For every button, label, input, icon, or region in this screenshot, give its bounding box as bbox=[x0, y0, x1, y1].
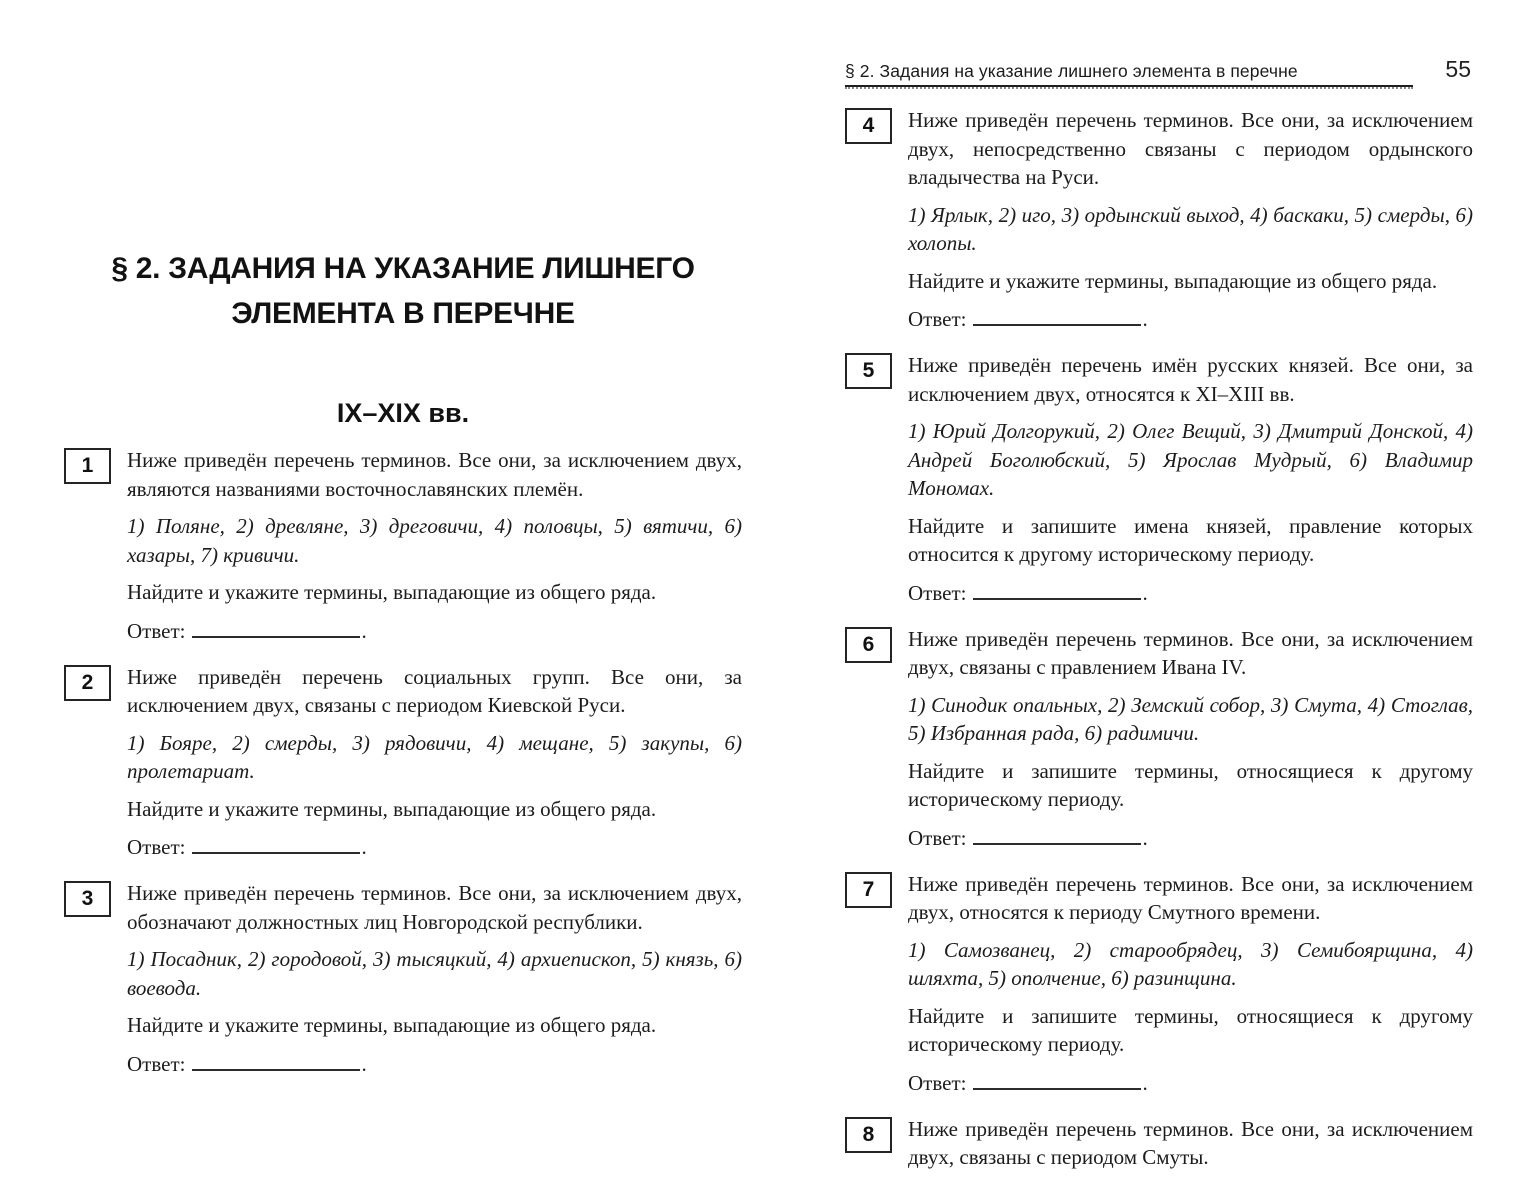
answer-label: Ответ: bbox=[908, 1070, 967, 1095]
question-8-number-badge bbox=[845, 1117, 892, 1153]
section-title-line2: ЭЛЕМЕНТА В ПЕРЕЧНЕ bbox=[231, 297, 575, 330]
question-number: 5 bbox=[862, 359, 875, 382]
question-items: 1) Посадник, 2) городовой, 3) тысяцкий, 4) архиепископ, 5) князь, 6) воевода. bbox=[127, 947, 742, 1000]
answer-period: . bbox=[361, 1051, 367, 1076]
question-2 bbox=[64, 663, 742, 863]
answer-row bbox=[908, 823, 1473, 853]
right-questions bbox=[845, 106, 1473, 1172]
question-6 bbox=[845, 625, 1473, 853]
answer-label: Ответ: bbox=[908, 825, 967, 850]
question-statement: Ниже приведён перечень терминов. Все они, за исключением двух, связаны с периодом Смуты. bbox=[908, 1116, 1473, 1169]
question-statement: Ниже приведён перечень терминов. Все они, за исключением двух, являются названиями восточнославянских племён. bbox=[127, 448, 742, 501]
section-title-line1: § 2. ЗАДАНИЯ НА УКАЗАНИЕ ЛИШНЕГО bbox=[111, 252, 695, 285]
question-number: 2 bbox=[81, 670, 94, 694]
answer-label: Ответ: bbox=[127, 618, 186, 643]
question-items: 1) Юрий Долгорукий, 2) Олег Вещий, 3) Дмитрий Донской, 4) Андрей Боголюбский, 5) Ярослав Мудрый, 6) Владимир Мономах. bbox=[908, 419, 1473, 500]
left-page bbox=[64, 0, 742, 1079]
question-8 bbox=[845, 1115, 1473, 1172]
question-number: 3 bbox=[81, 887, 94, 910]
question-task: Найдите и укажите термины, выпадающие из общего ряда. bbox=[127, 580, 657, 604]
question-5-number-badge bbox=[845, 353, 892, 389]
question-number: 1 bbox=[81, 454, 94, 477]
question-1-number-badge bbox=[64, 448, 111, 484]
question-statement: Ниже приведён перечень терминов. Все они, за исключением двух, непосредственно связаны с периодом ордынского владычества на Руси. bbox=[908, 108, 1473, 189]
answer-label: Ответ: bbox=[908, 580, 967, 605]
question-task: Найдите и запишите имена князей, правление которых относится к другому историческому периоду. bbox=[908, 513, 1473, 566]
period-subtitle: IX–XIX вв. bbox=[336, 398, 470, 428]
answer-label: Ответ: bbox=[127, 1051, 186, 1076]
answer-row bbox=[908, 304, 1473, 334]
answer-row bbox=[127, 1049, 742, 1079]
answer-period: . bbox=[1142, 580, 1148, 605]
question-3-number-badge bbox=[64, 881, 111, 917]
question-4-number-badge bbox=[845, 108, 892, 144]
answer-label: Ответ: bbox=[908, 307, 967, 331]
question-items: 1) Синодик опальных, 2) Земский собор, 3) Смута, 4) Стоглав, 5) Избранная рада, 6) радимичи. bbox=[908, 692, 1473, 745]
left-questions bbox=[64, 446, 742, 1079]
question-items: 1) Поляне, 2) древляне, 3) дреговичи, 4) половцы, 5) вятичи, 6) хазары, 7) кривичи. bbox=[127, 514, 742, 567]
right-page bbox=[845, 0, 1473, 1181]
answer-row bbox=[908, 578, 1473, 608]
question-statement: Ниже приведён перечень терминов. Все они, за исключением двух, относятся к периоду Смутного времени. bbox=[908, 871, 1473, 924]
question-task: Найдите и запишите термины, относящиеся к другому историческому периоду. bbox=[908, 758, 1473, 811]
question-task: Найдите и укажите термины, выпадающие из общего ряда. bbox=[908, 268, 1438, 293]
question-number: 8 bbox=[862, 1122, 875, 1146]
question-1 bbox=[64, 446, 742, 646]
answer-period: . bbox=[361, 835, 367, 859]
question-statement: Ниже приведён перечень имён русских князей. Все они, за исключением двух, относятся к XI–XIII вв. bbox=[908, 353, 1473, 406]
question-6-number-badge bbox=[845, 627, 892, 663]
answer-row bbox=[127, 616, 742, 646]
answer-blank-line bbox=[192, 834, 360, 854]
header-rule bbox=[845, 85, 1413, 89]
question-number: 4 bbox=[862, 114, 875, 137]
question-items: 1) Ярлык, 2) иго, 3) ордынский выход, 4) баскаки, 5) смерды, 6) холопы. bbox=[908, 202, 1473, 255]
answer-period: . bbox=[1142, 1070, 1148, 1095]
answer-row bbox=[127, 832, 742, 862]
answer-blank-line bbox=[973, 1070, 1141, 1090]
answer-period: . bbox=[361, 618, 367, 643]
section-title bbox=[64, 246, 742, 336]
question-items: 1) Самозванец, 2) старообрядец, 3) Семибоярщина, 4) шляхта, 5) ополчение, 6) разинщина. bbox=[908, 937, 1473, 990]
question-statement: Ниже приведён перечень социальных групп. Все они, за исключением двух, связаны с периодом Киевской Руси. bbox=[127, 664, 742, 717]
answer-period: . bbox=[1142, 307, 1148, 331]
question-5 bbox=[845, 351, 1473, 608]
question-statement: Ниже приведён перечень терминов. Все они, за исключением двух, связаны с правлением Ивана IV. bbox=[908, 626, 1473, 679]
answer-blank-line bbox=[192, 618, 360, 638]
answer-label: Ответ: bbox=[127, 835, 186, 859]
answer-period: . bbox=[1142, 825, 1148, 850]
page-number: 55 bbox=[1445, 56, 1471, 82]
question-4 bbox=[845, 106, 1473, 334]
question-number: 7 bbox=[862, 877, 875, 901]
answer-blank-line bbox=[973, 580, 1141, 600]
question-7-number-badge bbox=[845, 872, 892, 908]
running-header-title: § 2. Задания на указание лишнего элемента в перечне bbox=[845, 61, 1298, 81]
running-header bbox=[845, 0, 1473, 83]
question-task: Найдите и укажите термины, выпадающие из общего ряда. bbox=[127, 796, 657, 821]
answer-blank-line bbox=[973, 306, 1141, 326]
question-2-number-badge bbox=[64, 665, 111, 701]
answer-blank-line bbox=[192, 1051, 360, 1071]
question-task: Найдите и укажите термины, выпадающие из общего ряда. bbox=[127, 1013, 657, 1037]
answer-blank-line bbox=[973, 825, 1141, 845]
question-task: Найдите и запишите термины, относящиеся к другому историческому периоду. bbox=[908, 1003, 1473, 1056]
question-items: 1) Бояре, 2) смерды, 3) рядовичи, 4) мещане, 5) закупы, 6) пролетариат. bbox=[127, 730, 742, 783]
question-number: 6 bbox=[862, 632, 875, 656]
question-3 bbox=[64, 879, 742, 1079]
question-statement: Ниже приведён перечень терминов. Все они, за исключением двух, обозначают должностных лиц Новгородской республики. bbox=[127, 881, 742, 934]
question-7 bbox=[845, 870, 1473, 1098]
answer-row bbox=[908, 1068, 1473, 1098]
